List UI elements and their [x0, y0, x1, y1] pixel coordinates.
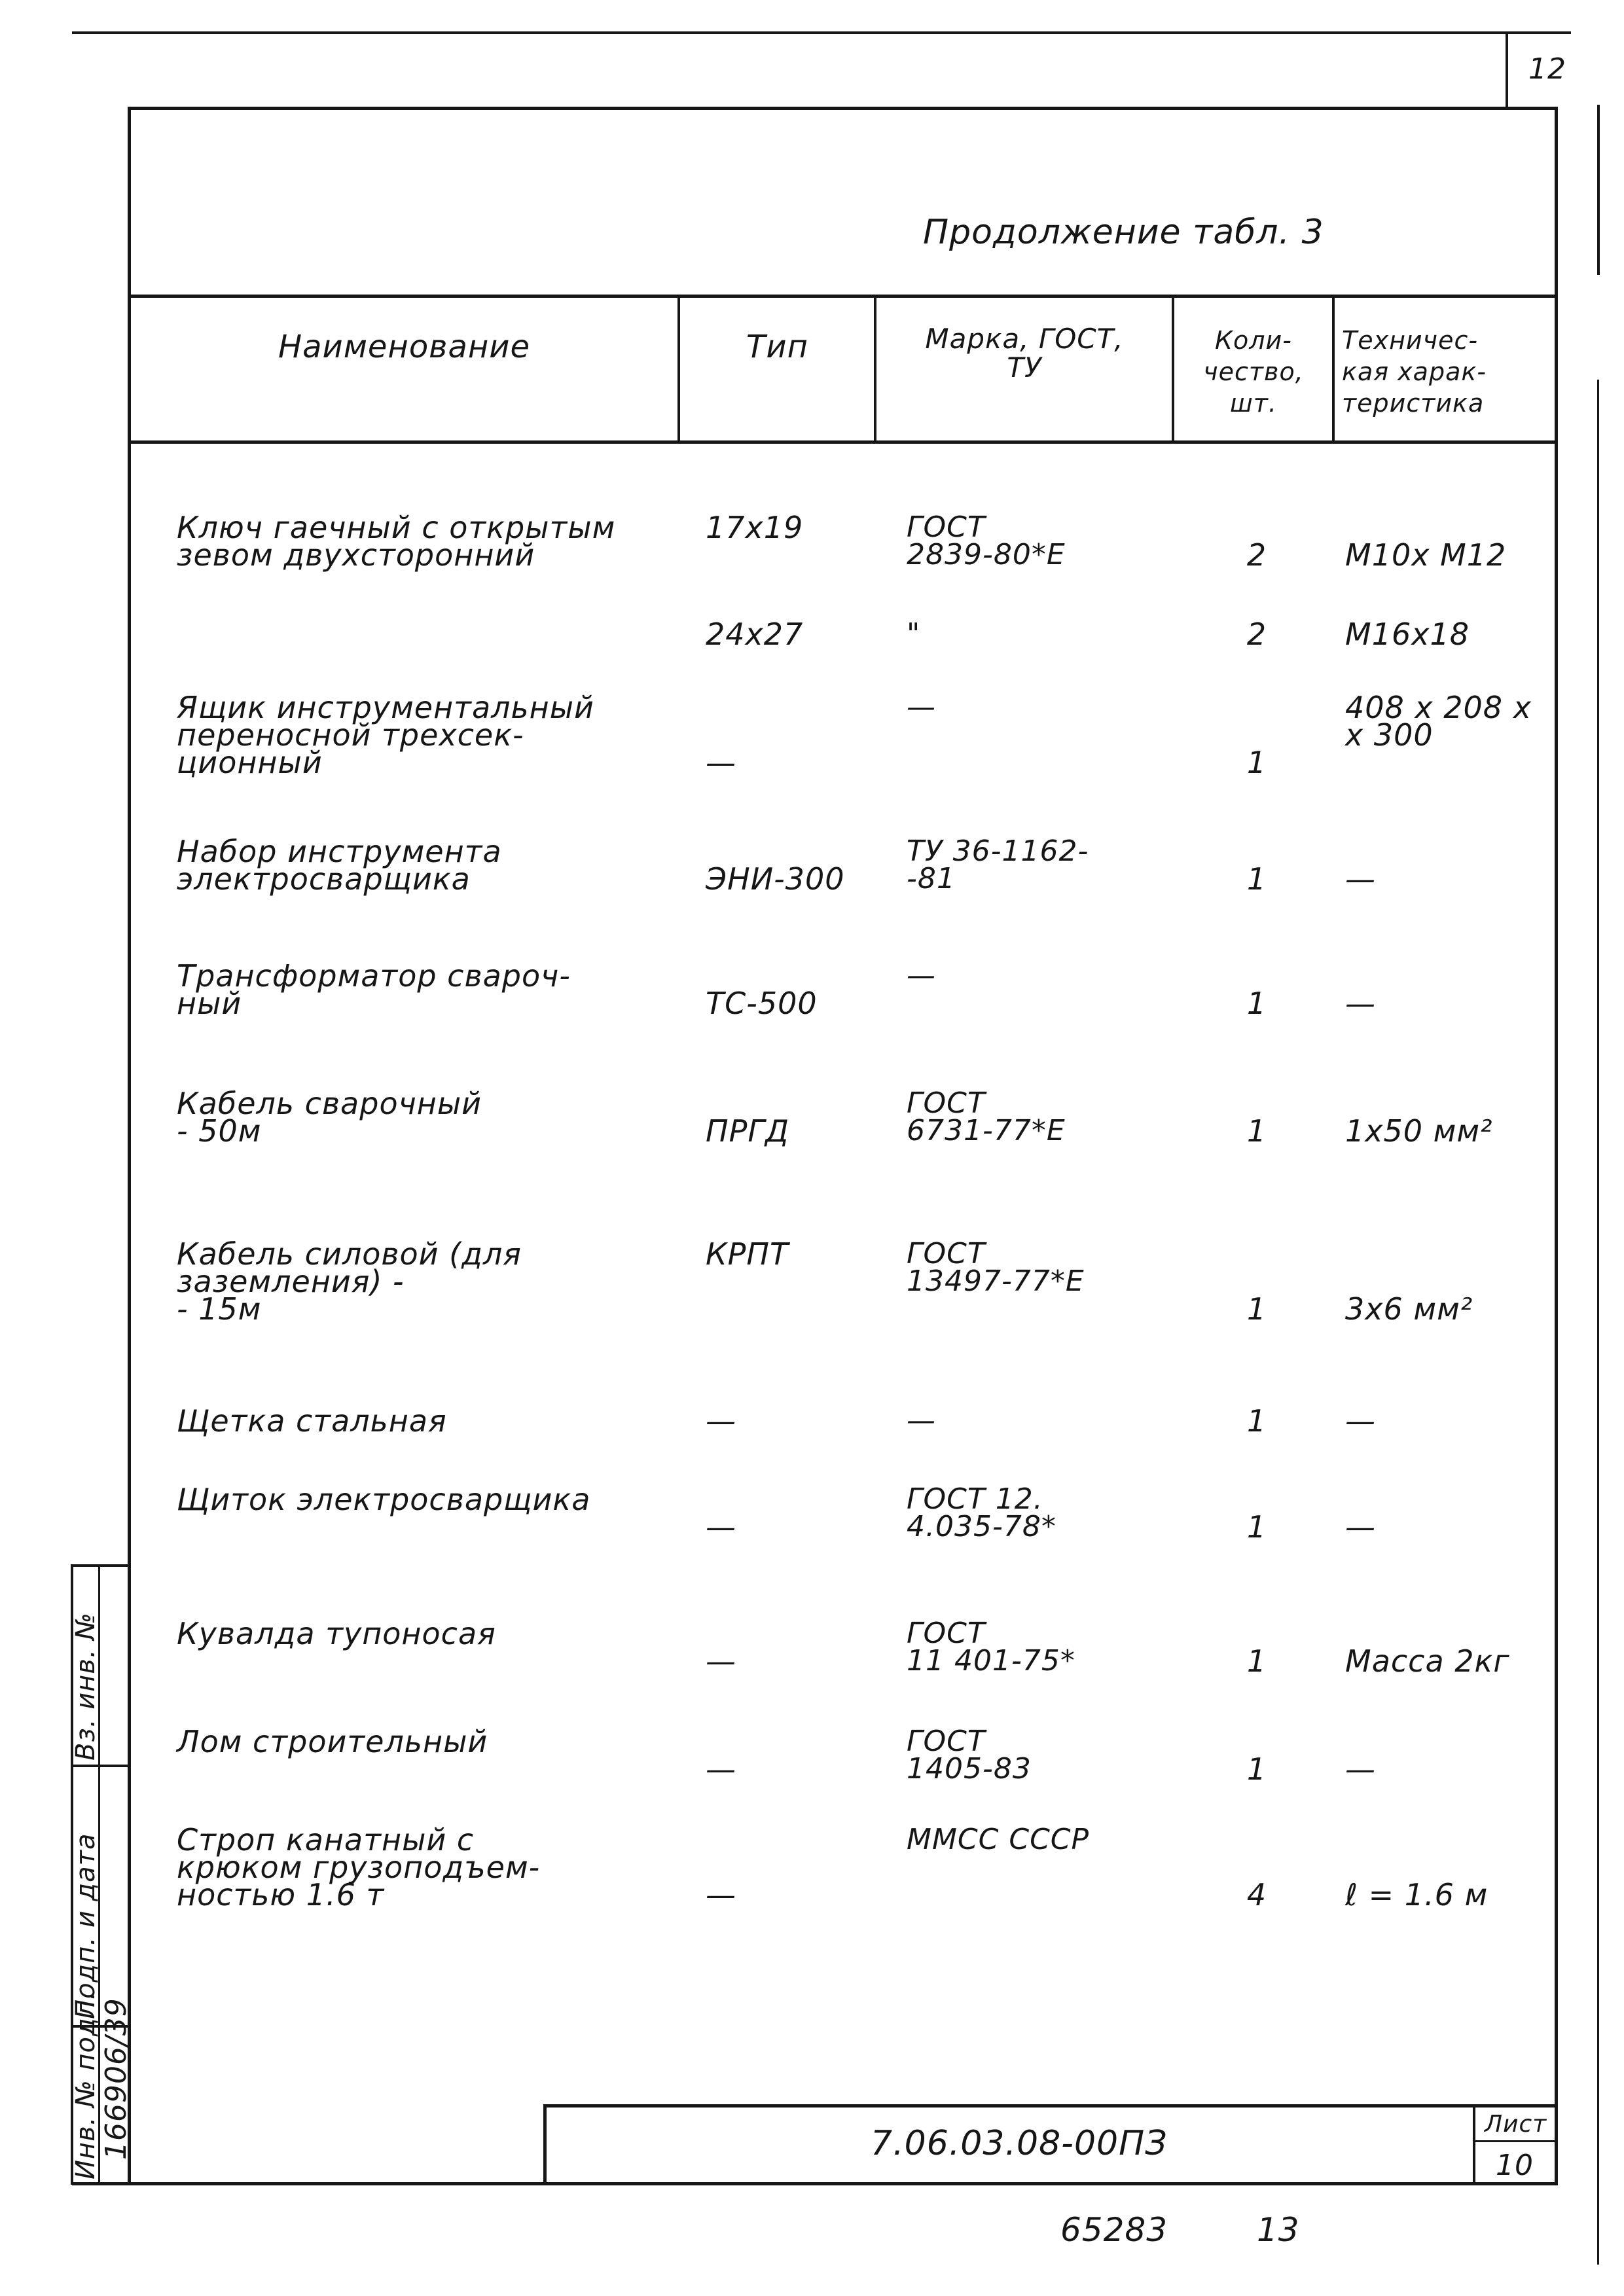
- row-12-spec-line: ℓ = 1.6 м: [1345, 1877, 1489, 1912]
- row-1-grade-line: 2839-80*Е: [907, 538, 1066, 571]
- row-10-name: [177, 1616, 674, 1651]
- row-3-type: [706, 745, 869, 780]
- row-4-qty: 1: [1246, 861, 1267, 897]
- row-6-type: [706, 1113, 869, 1149]
- row-7-grade: [907, 1237, 1168, 1298]
- footer-number-left: 65283: [1060, 2211, 1168, 2249]
- title-block-sheet-label-line: [1473, 2140, 1558, 2142]
- row-11-name-line: Лом строительный: [177, 1724, 488, 1759]
- top-rule: [72, 31, 1571, 34]
- row-10-grade-line: ГОСТ: [907, 1617, 986, 1650]
- row-9-type: [706, 1509, 869, 1545]
- stamp-inv-orig-label: Инв. № подл.: [71, 1991, 101, 2179]
- row-3-qty: 1: [1246, 745, 1267, 780]
- header-bottom-line: [128, 440, 1558, 444]
- row-3-name-line: ционный: [177, 745, 323, 780]
- row-8-spec-line: —: [1345, 1403, 1376, 1439]
- row-11-type-line: —: [706, 1751, 736, 1787]
- row-6-name-line: - 50м: [177, 1113, 262, 1149]
- row-10-spec: [1345, 1643, 1555, 1679]
- row-1-name-line: Ключ гаечный с открытым: [177, 510, 616, 545]
- row-10-grade-line: 11 401-75*: [907, 1644, 1075, 1677]
- row-9-spec-line: —: [1345, 1509, 1376, 1545]
- row-1-qty: 2: [1246, 537, 1267, 573]
- row-10-qty: 1: [1246, 1643, 1267, 1679]
- row-3-name: [177, 690, 674, 780]
- row-5-grade: [907, 959, 1168, 992]
- row-12-name-line: Строп канатный с: [177, 1822, 475, 1857]
- row-4-grade: [907, 834, 1168, 895]
- row-8-type: [706, 1403, 869, 1439]
- row-9-qty: 1: [1246, 1509, 1267, 1545]
- row-3-grade-line: —: [907, 691, 936, 724]
- col-sep-2: [874, 295, 876, 442]
- row-1-name-line: зевом двухсторонний: [177, 537, 535, 573]
- row-4-spec-line: —: [1345, 861, 1376, 897]
- row-12-grade-line: ММСС СССР: [907, 1823, 1090, 1856]
- title-block-top: [543, 2104, 1558, 2108]
- row-4-name: [177, 834, 674, 897]
- row-6-spec: [1345, 1113, 1555, 1149]
- col-sep-1: [677, 295, 680, 442]
- row-6-spec-line: 1x50 мм²: [1345, 1113, 1493, 1149]
- row-2-type: [706, 617, 869, 652]
- row-7-spec: [1345, 1291, 1555, 1327]
- row-12-type: [706, 1877, 869, 1912]
- row-5-type: [706, 986, 869, 1021]
- row-3-spec: [1345, 690, 1555, 753]
- continuation-title: Продолжение табл. 3: [923, 213, 1324, 252]
- header-type: Тип: [746, 329, 808, 365]
- row-5-grade-line: —: [907, 959, 936, 992]
- stamp-inv-orig-value: 166906/39: [99, 1998, 133, 2160]
- row-4-name-line: Набор инструмента: [177, 834, 502, 869]
- row-7-spec-line: 3x6 мм²: [1345, 1291, 1473, 1327]
- row-11-name: [177, 1724, 674, 1759]
- row-7-name-line: заземления) -: [177, 1264, 405, 1299]
- row-10-spec-line: Масса 2кг: [1345, 1643, 1510, 1679]
- footer-number-right: 13: [1257, 2211, 1300, 2249]
- row-11-grade-line: ГОСТ: [907, 1725, 986, 1758]
- row-12-name-line: крюком грузоподъем-: [177, 1850, 541, 1885]
- frame-top: [128, 107, 1558, 110]
- row-11-spec-line: —: [1345, 1751, 1376, 1787]
- row-1-grade-line: ГОСТ: [907, 511, 986, 544]
- page-number-top: 12: [1528, 52, 1566, 86]
- row-6-name: [177, 1086, 674, 1149]
- row-9-grade-line: 4.035-78*: [907, 1510, 1056, 1543]
- row-8-name: [177, 1403, 674, 1439]
- row-6-grade: [907, 1086, 1168, 1147]
- row-7-type: [706, 1236, 869, 1272]
- row-5-type-line: ТС-500: [706, 986, 818, 1021]
- header-grade: Марка, ГОСТ, ТУ: [925, 323, 1124, 384]
- row-4-grade-line: -81: [907, 862, 956, 895]
- row-10-type-line: —: [706, 1643, 736, 1679]
- row-6-qty: 1: [1246, 1113, 1267, 1149]
- row-8-type-line: —: [706, 1403, 736, 1439]
- row-4-type-line: ЭНИ-300: [706, 861, 845, 897]
- row-11-spec: [1345, 1751, 1555, 1787]
- sheet-label: Лист: [1485, 2111, 1547, 2138]
- row-1-type: [706, 510, 869, 545]
- title-block-sheet-sep: [1473, 2104, 1475, 2184]
- right-margin-line-top: [1597, 105, 1600, 275]
- row-7-type-line: КРПТ: [706, 1236, 789, 1272]
- row-1-spec: [1345, 537, 1555, 573]
- row-3-name-line: Ящик инструментальный: [177, 690, 594, 725]
- row-12-spec: [1345, 1877, 1555, 1912]
- row-4-spec: [1345, 861, 1555, 897]
- row-5-spec-line: —: [1345, 986, 1376, 1021]
- row-11-grade-line: 1405-83: [907, 1752, 1032, 1785]
- col-sep-3: [1172, 295, 1174, 442]
- row-12-type-line: —: [706, 1877, 736, 1912]
- row-5-qty: 1: [1246, 986, 1267, 1021]
- row-5-name-line: ный: [177, 986, 242, 1021]
- row-3-grade: [907, 691, 1168, 724]
- header-name: Наименование: [278, 329, 530, 365]
- row-1-grade: [907, 511, 1168, 571]
- row-9-spec: [1345, 1509, 1555, 1545]
- row-12-name: [177, 1822, 674, 1912]
- row-3-spec-line: x 300: [1345, 717, 1434, 753]
- row-8-qty: 1: [1246, 1403, 1267, 1439]
- stamp-sep-1: [71, 1765, 130, 1767]
- row-2-qty: 2: [1246, 617, 1267, 652]
- sheet-number: 10: [1496, 2149, 1534, 2182]
- doc-code: 7.06.03.08-00ПЗ: [871, 2124, 1168, 2163]
- row-8-name-line: Щетка стальная: [177, 1403, 447, 1439]
- row-4-grade-line: ТУ 36-1162-: [907, 834, 1089, 868]
- row-9-name: [177, 1482, 674, 1517]
- row-10-type: [706, 1643, 869, 1679]
- row-11-grade: [907, 1725, 1168, 1785]
- page-number-separator: [1506, 31, 1508, 107]
- row-2-spec: [1345, 617, 1555, 652]
- stamp-sign-date-label: Подп. и дата: [71, 1833, 101, 2019]
- row-5-spec: [1345, 986, 1555, 1021]
- row-2-spec-line: M16x18: [1345, 617, 1470, 652]
- row-7-name: [177, 1236, 674, 1327]
- col-sep-4: [1332, 295, 1335, 442]
- row-10-name-line: Кувалда тупоносая: [177, 1616, 496, 1651]
- row-3-spec-line: 408 x 208 x: [1345, 690, 1532, 725]
- row-5-name-line: Трансформатор свароч-: [177, 958, 571, 994]
- title-block-left: [543, 2104, 547, 2184]
- row-4-name-line: электросварщика: [177, 861, 471, 897]
- row-7-name-line: Кабель силовой (для: [177, 1236, 522, 1272]
- row-11-type: [706, 1751, 869, 1787]
- row-8-grade: [907, 1404, 1168, 1437]
- row-12-qty: 4: [1246, 1877, 1267, 1912]
- row-12-grade: [907, 1823, 1168, 1856]
- row-7-grade-line: ГОСТ: [907, 1237, 986, 1270]
- row-1-spec-line: M10x M12: [1345, 537, 1507, 573]
- row-6-grade-line: ГОСТ: [907, 1086, 986, 1120]
- right-margin-line: [1597, 380, 1599, 2265]
- row-9-type-line: —: [706, 1509, 736, 1545]
- row-10-grade: [907, 1617, 1168, 1677]
- row-7-qty: 1: [1246, 1291, 1267, 1327]
- row-6-type-line: ПРГД: [706, 1113, 789, 1149]
- row-1-name: [177, 510, 674, 573]
- row-2-grade: [907, 617, 1168, 651]
- row-2-grade-line: ": [907, 617, 921, 651]
- row-4-type: [706, 861, 869, 897]
- row-5-name: [177, 958, 674, 1021]
- row-8-grade-line: —: [907, 1404, 936, 1437]
- row-2-type-line: 24x27: [706, 617, 804, 652]
- row-9-name-line: Щиток электросварщика: [177, 1482, 591, 1517]
- stamp-strip-top: [71, 1564, 130, 1567]
- row-7-grade-line: 13497-77*Е: [907, 1265, 1085, 1298]
- row-7-name-line: - 15м: [177, 1291, 262, 1327]
- row-3-type-line: —: [706, 745, 736, 780]
- header-spec: Техничес- кая харак- теристика: [1342, 326, 1487, 418]
- row-8-spec: [1345, 1403, 1555, 1439]
- row-1-type-line: 17x19: [706, 510, 804, 545]
- header-qty: Коли- чество, шт.: [1203, 326, 1304, 418]
- row-6-grade-line: 6731-77*Е: [907, 1114, 1066, 1147]
- row-9-grade: [907, 1482, 1168, 1543]
- row-3-name-line: переносной трехсек-: [177, 717, 524, 753]
- row-6-name-line: Кабель сварочный: [177, 1086, 482, 1121]
- row-11-qty: 1: [1246, 1751, 1267, 1787]
- header-top-line: [128, 295, 1558, 298]
- frame-left: [128, 107, 131, 2185]
- row-12-name-line: ностью 1.6 т: [177, 1877, 385, 1912]
- frame-bottom: [72, 2182, 1558, 2185]
- stamp-replace-inv-label: Вз. инв. №: [71, 1612, 101, 1761]
- row-9-grade-line: ГОСТ 12.: [907, 1482, 1043, 1516]
